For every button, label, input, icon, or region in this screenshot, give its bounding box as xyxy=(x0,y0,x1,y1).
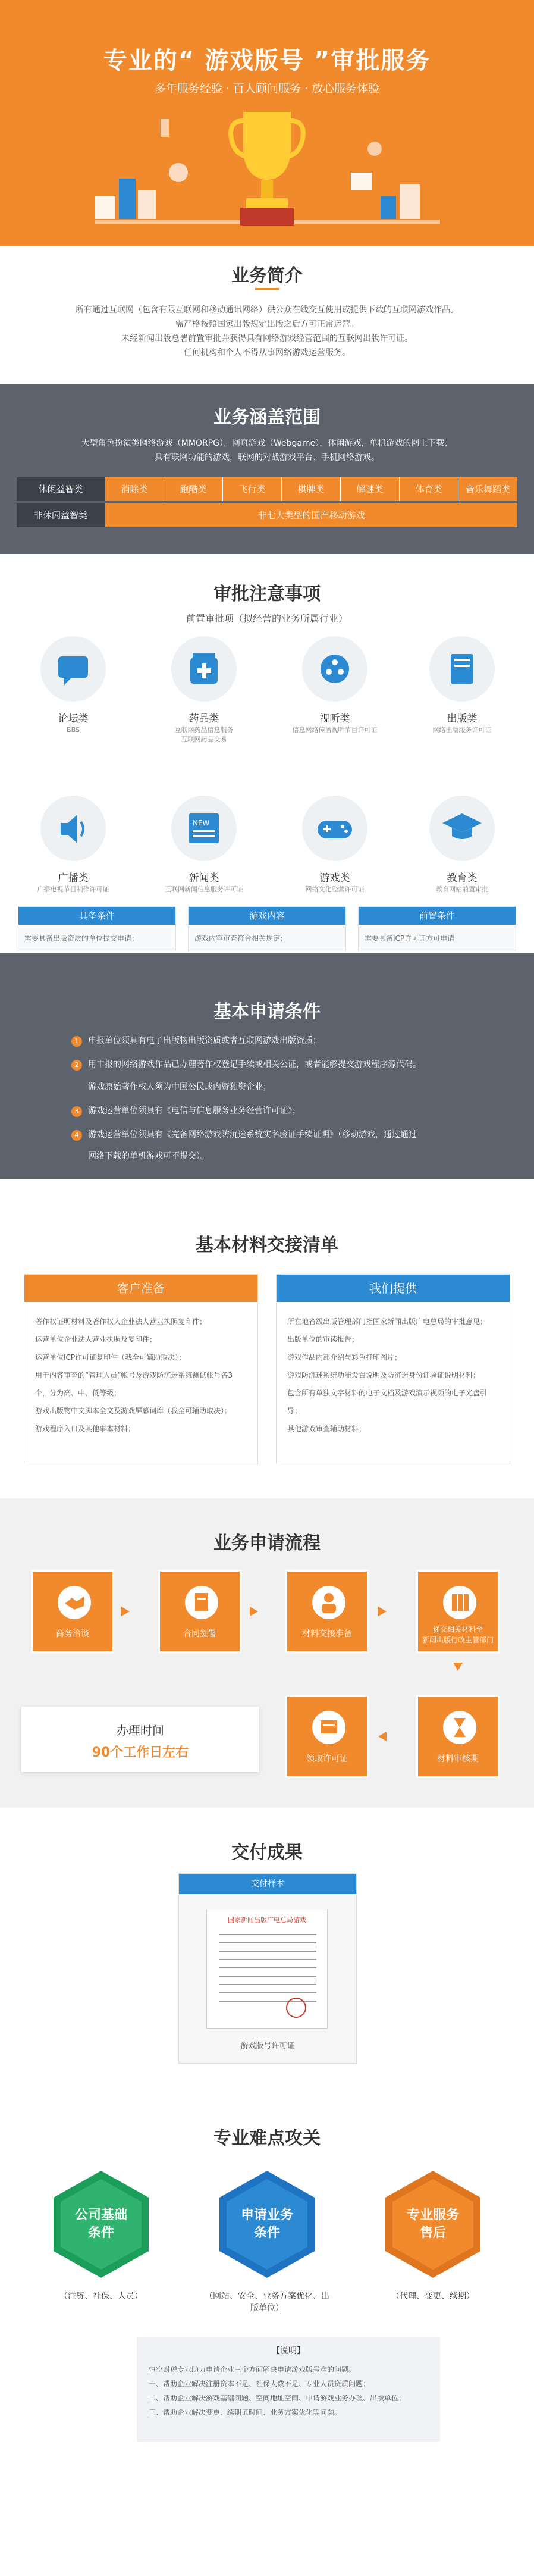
condition-box: 游戏内容 游戏内容审查符合相关规定； xyxy=(188,906,346,951)
scope-cell: 解谜类 xyxy=(340,477,399,501)
intro-line: 所有通过互联网（包含有限互联网和移动通讯网络）供公众在线交互使用或提供下载的互联网游戏作品。 xyxy=(76,305,458,315)
hero-subtitle: 多年服务经验 · 百人顾问服务 · 放心服务体验 xyxy=(154,82,380,95)
apply-item: 3 游戏运营单位须具有《电信与信息服务业务经营许可证》； xyxy=(71,1101,488,1120)
scope-cell: 消除类 xyxy=(105,477,164,501)
svg-text:NEW: NEW xyxy=(193,819,210,827)
gamepad-icon xyxy=(302,796,367,861)
medicine-icon xyxy=(171,636,237,702)
step-contract: 合同签署 xyxy=(158,1570,241,1653)
step-submit: 递交相关材料至 新闻出版行政主管部门 xyxy=(416,1570,500,1653)
approval-subtitle: 前置审批项（拟经营的业务所属行业） xyxy=(186,613,348,624)
scope-cell: 棋牌类 xyxy=(281,477,340,501)
materials-section xyxy=(0,1179,534,1498)
apply-conditions-section xyxy=(0,953,534,1179)
newspaper-icon xyxy=(171,796,237,861)
approval-section: 审批注意事项 前置审批项（拟经营的业务所属行业） 论坛类 BBS 药品类 互联网药品信息服务 互联网药品交易 视听类 信息网络传播视听节目许可证 出版类 网络出版服务许可证 xyxy=(0,554,534,796)
condition-box: 具备条件 需要具备出版资质的单位提交申请； xyxy=(18,906,176,951)
step-license: 领取许可证 xyxy=(285,1695,369,1778)
book-icon xyxy=(429,636,495,702)
materials-title: 基本材料交接清单 xyxy=(196,1235,338,1256)
process-title: 业务申请流程 xyxy=(213,1533,321,1554)
apply-item: 网络下载的单机游戏可不提交）。 xyxy=(88,1151,209,1161)
trophy-icon xyxy=(228,106,306,231)
intro-section xyxy=(0,246,534,384)
hero-banner xyxy=(0,0,534,246)
note-box: 【说明】 恒空财税专业助力申请企业三个方面解决申请游戏版号难的问题。 一、帮助企业解决注册资本不足、社保人数不足、专业人员资质问题； 二、帮助企业解决游戏基础问题、空间地址空间、申请游戏业务办理、出版单位； 三、帮助企业解决变更、续期证时间、业务方案优化等问题。 xyxy=(137,2337,440,2442)
scope-row-casual xyxy=(17,477,517,502)
process-section xyxy=(0,1498,534,1808)
apply-title: 基本申请条件 xyxy=(213,1001,321,1022)
scope-desc: 大型角色扮演类网络游戏（MMORPG），网页游戏（Webgame），休闲游戏，单机游戏的网上下载、 xyxy=(81,439,453,448)
scope-desc: 具有联网功能的游戏，联网的对战游戏平台、手机网络游戏。 xyxy=(155,453,379,462)
intro-line: 需严格按照国家出版规定出版之后方可正常运营。 xyxy=(175,320,359,329)
scope-cell: 非七大类型的国产移动游戏 xyxy=(105,503,517,527)
scope-cell: 音乐舞蹈类 xyxy=(458,477,517,501)
duration-label: 办理时间 xyxy=(117,1723,164,1738)
intro-line: 未经新闻出版总署前置审批并获得具有网络游戏经营范围的互联网出版许可证。 xyxy=(121,334,413,343)
step-review: 材料审核期 xyxy=(416,1695,500,1778)
hero-title: 专业的“ 游戏版号 ”审批服务 xyxy=(103,47,431,74)
apply-item: 2 用申报的网络游戏作品已办理著作权登记手续或相关公证，或者能够提交游戏程序源代码。 xyxy=(71,1055,488,1074)
scope-cell: 体育类 xyxy=(399,477,458,501)
approval-section-2: 广播类 广播电视节目制作许可证 NEW 新闻类 互联网新闻信息服务许可证 游戏类 网络文化经营许可证 教育类 教育网站前置审批 具备条件 需要具备出版资质的单位提交申请； 游戏内容 游戏内容审查符合相关规定； 前置条件 需要具备ICP许可证方可申请 xyxy=(0,796,534,953)
step-materials: 材料交接准备 xyxy=(285,1570,369,1653)
difficulty-section: 专业难点攻关 公司基础 条件 （注资、社保、人员） 申请业务 条件 （网站、安全、业务方案优化、出版单位） 专业服务 售后 （代理、变更、续期） 【说明】 恒空财税专业助力申请企业三个方面解决申请游戏版号难的问题。 一、帮助企业解决注册资本不足、社保人数不足、专业人员资质问题； 二、帮助企业解决游戏基础问题、空间地址空间、申请游戏业务办理、出版单位； 三、帮助企业解决变更、续期证时间、业务方案优化等问题。 xyxy=(0,2082,534,2458)
apply-item: 1 申报单位须具有电子出版物出版资质或者互联网游戏出版资质； xyxy=(71,1031,488,1050)
speaker-icon xyxy=(40,796,106,861)
duration-value: 90个工作日左右 xyxy=(92,1745,189,1760)
apply-item: 游戏原始著作权人须为中国公民或内资独资企业； xyxy=(88,1082,271,1092)
scope-section xyxy=(0,384,534,554)
license-document-image: 国家新闻出版广电总局游戏 xyxy=(206,1910,328,2029)
row-label: 非休闲益智类 xyxy=(17,503,105,527)
delivery-title: 交付成果 xyxy=(231,1842,303,1863)
scope-row-noncasual xyxy=(17,503,517,528)
row-label: 休闲益智类 xyxy=(17,477,105,501)
condition-box: 前置条件 需要具备ICP许可证方可申请 xyxy=(358,906,516,951)
client-prep-column: 客户准备 著作权证明材料及著作权人企业法人营业执照复印件； 运营单位企业法人营业执照及复印件； 运营单位ICP许可证复印件（我全可辅助取决）； 用于内容审查的“管理人员”帐号及游戏防沉迷系统测试帐号各3个，分为高、中、低等级； 游戏出版物中文脚本全文及游戏屏幕词库（我全可辅助取决）； 游戏程序入口及其他事本材料； xyxy=(24,1274,258,1464)
delivery-section xyxy=(0,1808,534,2082)
we-provide-column: 我们提供 所在地省级出版管理部门指国家新闻出版广电总局的审批意见； 出版单位的审读报告； 游戏作品内部介绍与彩色打印图片； 游戏防沉迷系统功能设置说明及防沉迷身份证验证说明材料； 包含所有单独文字材料的电子文档及游戏演示视频的电子光盘引导； 其他游戏审查辅助材料； xyxy=(276,1274,510,1464)
duration-card xyxy=(21,1707,259,1772)
scope-cell: 飞行类 xyxy=(222,477,281,501)
delivery-sample-box: 交付样本 国家新闻出版广电总局游戏 游戏版号许可证 xyxy=(178,1873,357,2064)
film-reel-icon xyxy=(302,636,367,702)
scope-title: 业务涵盖范围 xyxy=(213,407,321,428)
intro-line: 任何机构和个人不得从事网络游戏运营服务。 xyxy=(184,348,350,358)
intro-title: 业务简介 xyxy=(231,265,303,286)
apply-item: 4 游戏运营单位须具有《完备网络游戏防沉迷系统实名验证手续证明》（移动游戏，通过通过 xyxy=(71,1125,488,1144)
delivery-caption: 游戏版号许可证 xyxy=(240,2042,295,2051)
forum-icon xyxy=(40,636,106,702)
approval-title: 审批注意事项 xyxy=(213,584,321,605)
graduation-cap-icon xyxy=(429,796,495,861)
difficulty-title: 专业难点攻关 xyxy=(213,2128,321,2149)
step-negotiation: 商务洽谈 xyxy=(31,1570,114,1653)
scope-cell: 跑酷类 xyxy=(164,477,222,501)
